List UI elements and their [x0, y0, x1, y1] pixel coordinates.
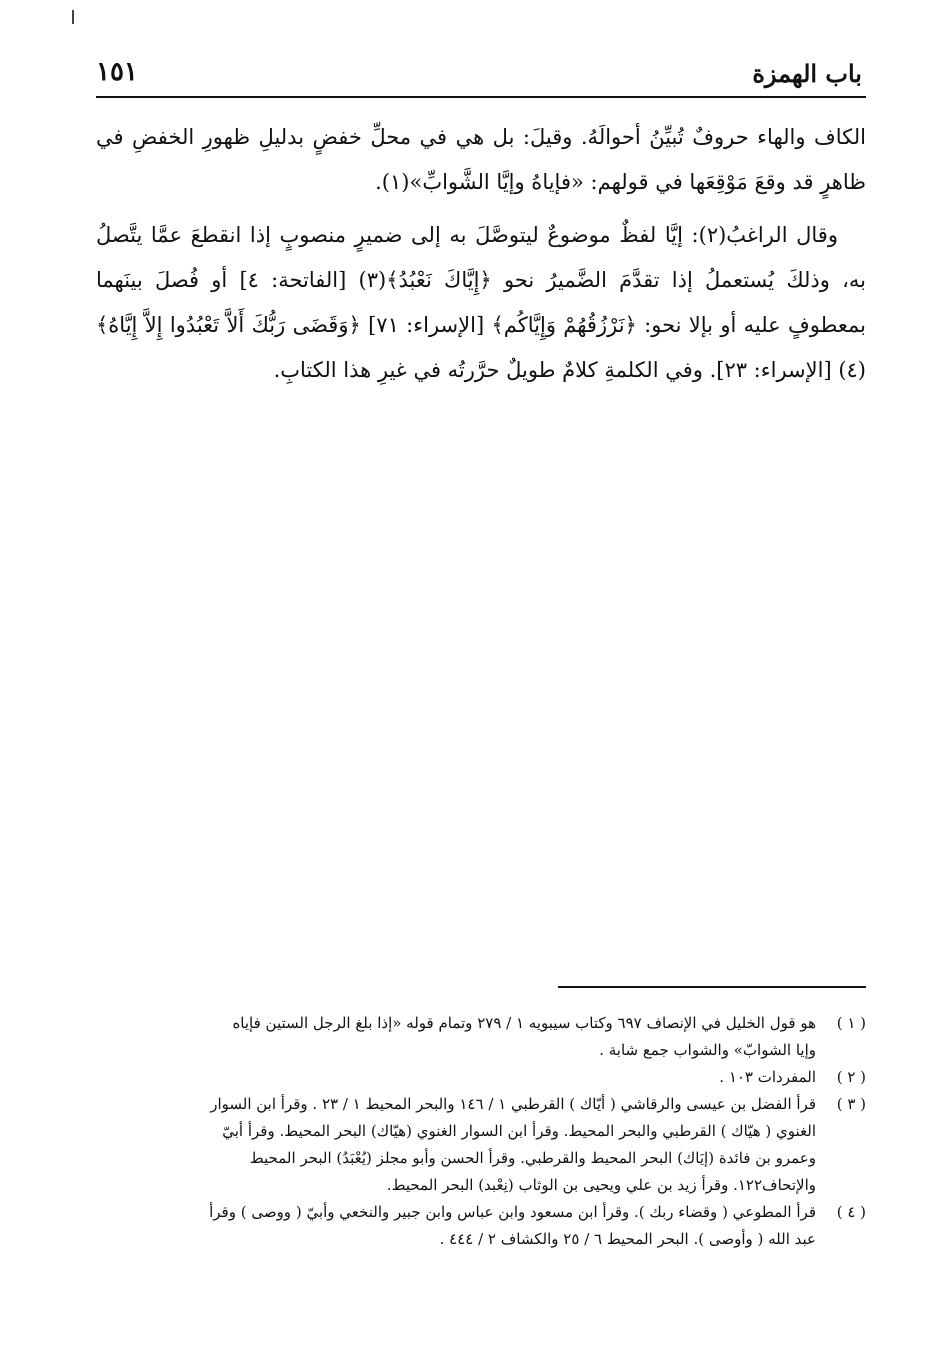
footnote-line: قرأ المطوعي ( وقضاء ربك ). وقرأ ابن مسعود وابن عباس وابن جبير والنخعي وأبيّ ( ووصى ) وقرأ — [209, 1203, 816, 1221]
footnote-line: وإيا الشوابّ» والشواب جمع شابة . — [599, 1041, 816, 1059]
main-text — [96, 115, 866, 401]
footnote-text — [96, 1064, 816, 1091]
footnote — [96, 1010, 866, 1064]
header-rule — [96, 96, 866, 98]
footnote-number: ( ٣ ) — [836, 1095, 866, 1113]
footnote-line: المفردات ١٠٣ . — [719, 1068, 816, 1086]
chapter-title: باب الهمزة — [752, 59, 862, 88]
footnote-separator — [558, 986, 866, 988]
footnote-number: ( ١ ) — [836, 1014, 866, 1032]
footnote — [96, 1091, 866, 1199]
paragraph: الكاف والهاء حروفٌ تُبيِّنُ أحوالَهُ. وقيلَ: بل هي في محلِّ خفضٍ بدليلِ ظهورِ الخفضِ في ظاهرٍ قد وقعَ مَوْقِعَها في قولهم: «فإياهُ وإيَّا الشَّوابِّ»(١). — [96, 125, 866, 194]
footnote — [96, 1199, 866, 1253]
running-header — [96, 55, 866, 95]
footnote-number: ( ٢ ) — [836, 1068, 866, 1086]
footnotes — [96, 1010, 866, 1253]
footnote-number: ( ٤ ) — [836, 1203, 866, 1221]
paragraph: وقال الراغبُ(٢): إيَّا لفظٌ موضوعٌ ليتوصَّلَ به إلى ضميرٍ منصوبٍ إذا انقطعَ عمَّا يتَّصلُ به، وذلكَ يُستعملُ إذا تقدَّمَ الضَّميرُ نحو ﴿إِيَّاكَ نَعْبُدُ﴾(٣) [الفاتحة: ٤] أو فُصلَ بينَهما بمعطوفٍ عليه أو بإلا نحو: ﴿نَرْزُقُهُمْ وَإِيَّاكُم﴾ [الإسراء: ٧١] ﴿وَقَضَى رَبُّكَ أَلاَّ تَعْبُدُوا إِلاَّ إِيَّاهُ﴾(٤) [الإسراء: ٢٣]. وفي الكلمةِ كلامٌ طويلٌ حرَّرتُه في غيرِ هذا الكتابِ. — [96, 223, 866, 382]
footnote-line: الغنوي ( هيّاك ) القرطبي والبحر المحيط. وقرأ ابن السوار الغنوي (هيّاك) البحر المحيط. وقرأ أبيّ — [222, 1122, 816, 1140]
page-number: ١٥١ — [96, 57, 138, 87]
footnote-line: وعمرو بن فائدة (إيَاك) البحر المحيط والقرطبي. وقرأ الحسن وأبو مجلز (يُعْبَدُ) البحر المحيط — [249, 1149, 816, 1167]
footnote — [96, 1064, 866, 1091]
footnote-text — [96, 1010, 816, 1064]
footnote-line: والإتحاف١٢٢. وقرأ زيد بن علي ويحيى بن الوثاب (نِعْبد) البحر المحيط. — [386, 1176, 816, 1194]
footnote-line: هو قول الخليل في الإنصاف ٦٩٧ وكتاب سيبويه ١ / ٢٧٩ وتمام قوله «إذا بلغ الرجل الستين فإياه — [232, 1014, 816, 1032]
footnote-line: عبد الله ( وأوصى ). البحر المحيط ٦ / ٢٥ والكشاف ٢ / ٤٤٤ . — [439, 1230, 816, 1248]
footnote-text — [96, 1091, 816, 1199]
footnote-text — [96, 1199, 816, 1253]
scan-speck — [72, 10, 74, 24]
footnote-line: قرأ الفضل بن عيسى والرقاشي ( أيّاك ) القرطبي ١ / ١٤٦ والبحر المحيط ١ / ٢٣ . وقرأ ابن السوار — [210, 1095, 816, 1113]
